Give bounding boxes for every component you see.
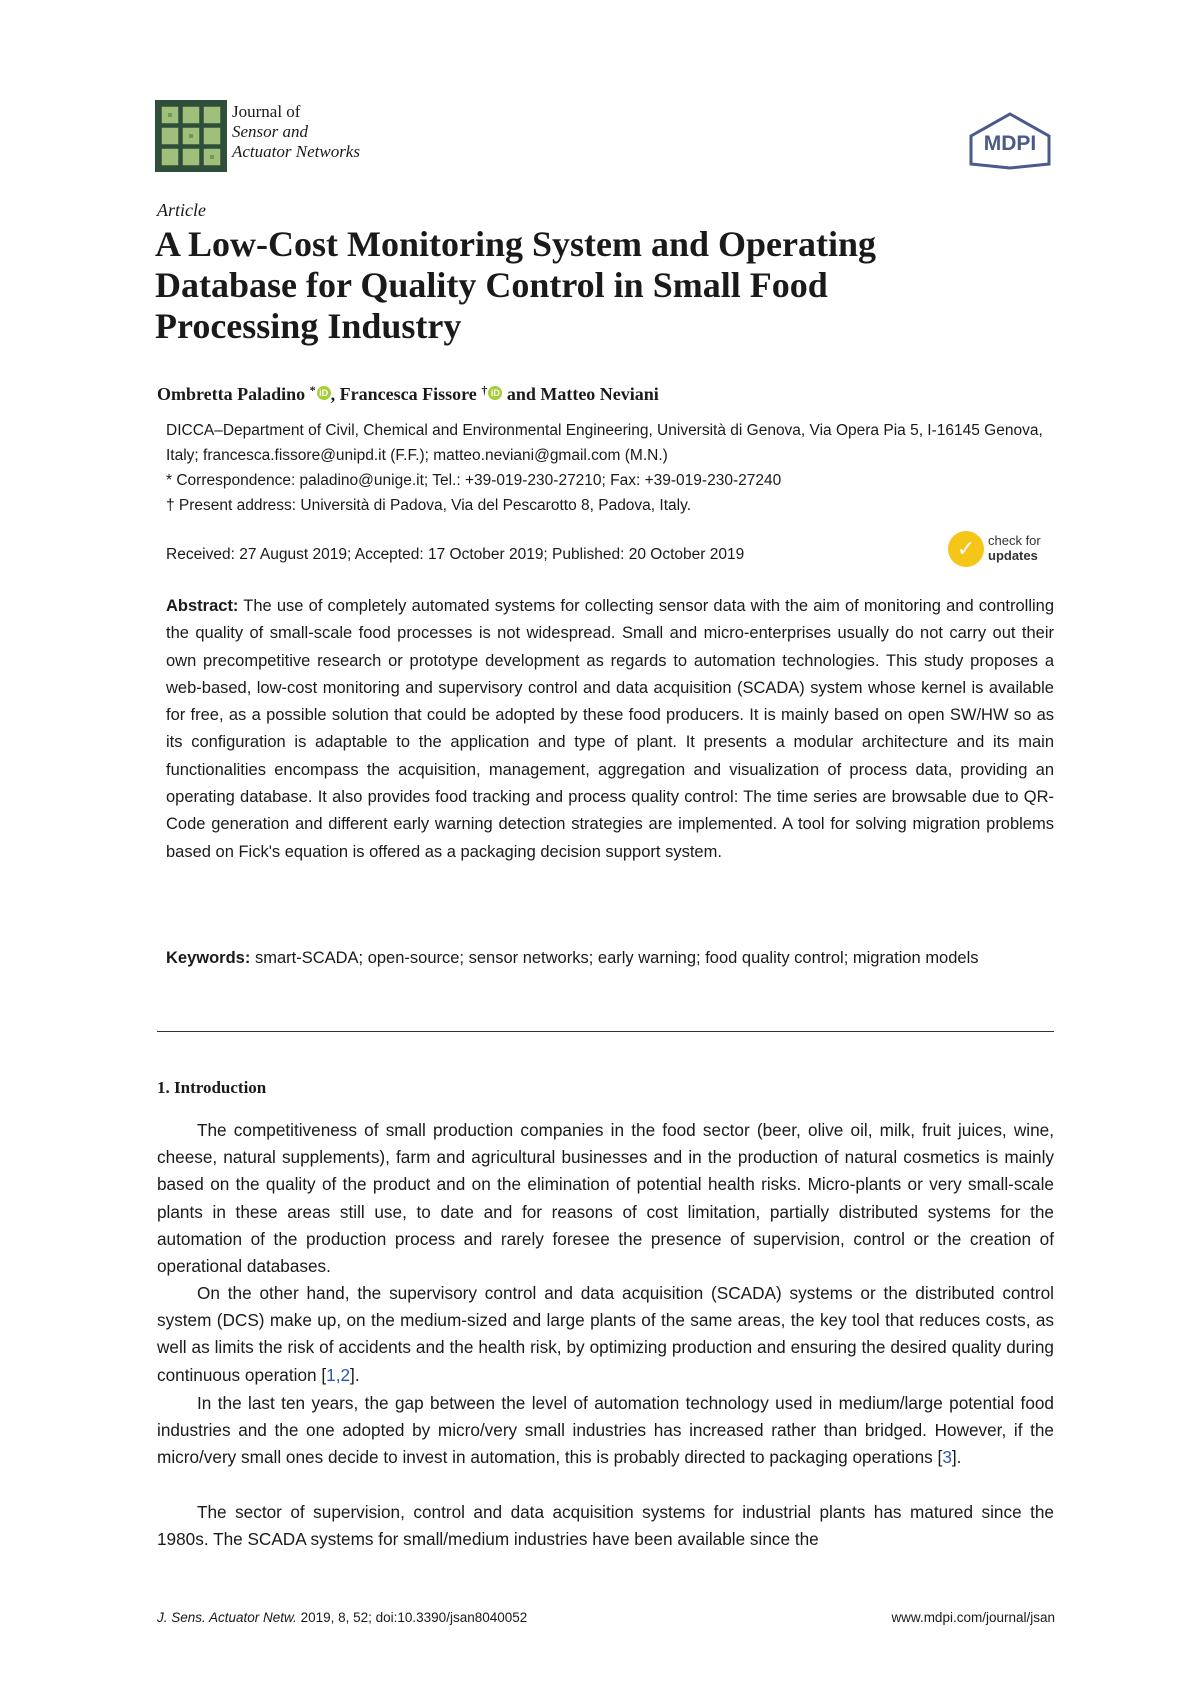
author-1-mark: * — [309, 383, 316, 397]
abstract-label: Abstract: — [166, 597, 239, 615]
keywords — [166, 945, 1054, 972]
author-2[interactable]: Francesca Fissore — [339, 384, 477, 404]
citation-link[interactable]: 1,2 — [326, 1364, 351, 1385]
author-sep-1: , — [330, 384, 340, 404]
keywords-label: Keywords: — [166, 949, 251, 967]
author-1[interactable]: Ombretta Paladino — [157, 384, 306, 404]
journal-name-line3: Actuator Networks — [232, 142, 360, 161]
check-icon: ✓ — [948, 531, 984, 567]
intro-paragraph-3 — [157, 1390, 1054, 1472]
publication-dates: Received: 27 August 2019; Accepted: 17 October 2019; Published: 20 October 2019 — [166, 546, 745, 563]
footer-url[interactable]: www.mdpi.com/journal/jsan — [891, 1610, 1055, 1625]
divider — [157, 1031, 1054, 1032]
section-heading: 1. Introduction — [157, 1078, 267, 1097]
footer-citation-text: 2019, 8, 52; doi:10.3390/jsan8040052 — [296, 1610, 528, 1625]
journal-name-line1: Journal of — [232, 102, 301, 121]
journal-name-line2: Sensor and — [232, 122, 309, 141]
check-updates-line1: check for — [988, 533, 1041, 548]
intro-paragraph-1: The competitiveness of small production companies in the food sector (beer, olive oil, milk, fruit juices, wine, cheese, natural supplements), farm and agricultural businesses and in the production of natural cosmetics is mainly based on the quality of the product and on the elimination of potential health risks. Micro-plants or very small-scale plants in these areas still use, to date and for reasons of cost limitation, partially distributed systems for the automation of the production process and rarely foresee the presence of supervision, control or the creation of operational databases. — [157, 1120, 1054, 1277]
paper-title: A Low-Cost Monitoring System and Operating Database for Quality Control in Small Food Processing Industry — [155, 224, 877, 346]
mdpi-logo — [965, 112, 1055, 170]
intro-paragraph-2 — [157, 1280, 1054, 1389]
footer-citation — [157, 1610, 527, 1625]
correspondence: * Correspondence: paladino@unige.it; Tel.: +39-019-230-27210; Fax: +39-019-230-27240 — [166, 472, 782, 489]
abstract — [166, 593, 1054, 866]
author-list — [157, 383, 659, 405]
author-2-mark: † — [481, 383, 488, 397]
intro-p3-end: ]. — [951, 1447, 962, 1468]
citation-link[interactable]: 3 — [942, 1447, 952, 1468]
present-address: † Present address: Università di Padova, Via del Pescarotto 8, Padova, Italy. — [166, 497, 691, 514]
affiliation: DICCA–Department of Civil, Chemical and Environmental Engineering, Università di Genova, Via Opera Pia 5, I-16145 Genova, Italy; francesca.fissore@unipd.it (F.F.); matteo.neviani@gmail.com (M.N.) — [166, 422, 1043, 464]
abstract-text: The use of completely automated systems for collecting sensor data with the aim of monitoring and controlling the quality of small-scale food processes is not widespread. Small and micro-enterprises usually do not carry out their own precompetitive research or prototype development as regards to automation technologies. This study proposes a web-based, low-cost monitoring and supervisory control and data acquisition (SCADA) system whose kernel is available for free, as a possible solution that could be adopted by these food producers. It is mainly based on open SW/HW so as its configuration is adaptable to the application and type of plant. It presents a modular architecture and its main functionalities encompass the acquisition, management, aggregation and visualization of process data, providing an operating database. It also provides food tracking and process quality control: The time series are browsable due to QR-Code generation and different early warning detection strategies are implemented. A tool for solving migration problems based on Fick's equation is offered as a packaging decision support system. — [166, 597, 1054, 861]
keywords-text: smart-SCADA; open-source; sensor networks; early warning; food quality control; migration models — [250, 949, 979, 967]
orcid-icon[interactable]: iD — [488, 386, 502, 400]
author-3[interactable]: Matteo Neviani — [540, 384, 659, 404]
journal-name — [232, 102, 360, 162]
orcid-icon[interactable]: iD — [317, 386, 331, 400]
author-sep-2: and — [502, 384, 541, 404]
mdpi-logo-text: MDPI — [983, 132, 1037, 155]
check-for-updates-badge[interactable] — [948, 531, 1058, 569]
journal-logo — [155, 100, 227, 172]
intro-p3-text: In the last ten years, the gap between the level of automation technology used in medium/large potential food industries and the one adopted by micro/very small industries has increased rather than bridged. However, if the micro/very small ones decide to invest in automation, this is probably directed to packaging operations [ — [157, 1393, 1054, 1468]
check-updates-line2: updates — [988, 548, 1038, 563]
article-type: Article — [157, 200, 206, 220]
footer-journal-abbrev: J. Sens. Actuator Netw. — [157, 1610, 297, 1625]
intro-paragraph-4: The sector of supervision, control and data acquisition systems for industrial plants has matured since the 1980s. The SCADA systems for small/medium industries have been available since the — [157, 1502, 1054, 1550]
intro-p2-end: ]. — [350, 1364, 360, 1385]
intro-p2-text: On the other hand, the supervisory control and data acquisition (SCADA) systems or the distributed control system (DCS) make up, on the medium-sized and large plants of the same areas, the key tool that reduces costs, as well as limits the risk of accidents and the health risk, by optimizing production and ensuring the desired quality during continuous operation [ — [157, 1283, 1054, 1385]
